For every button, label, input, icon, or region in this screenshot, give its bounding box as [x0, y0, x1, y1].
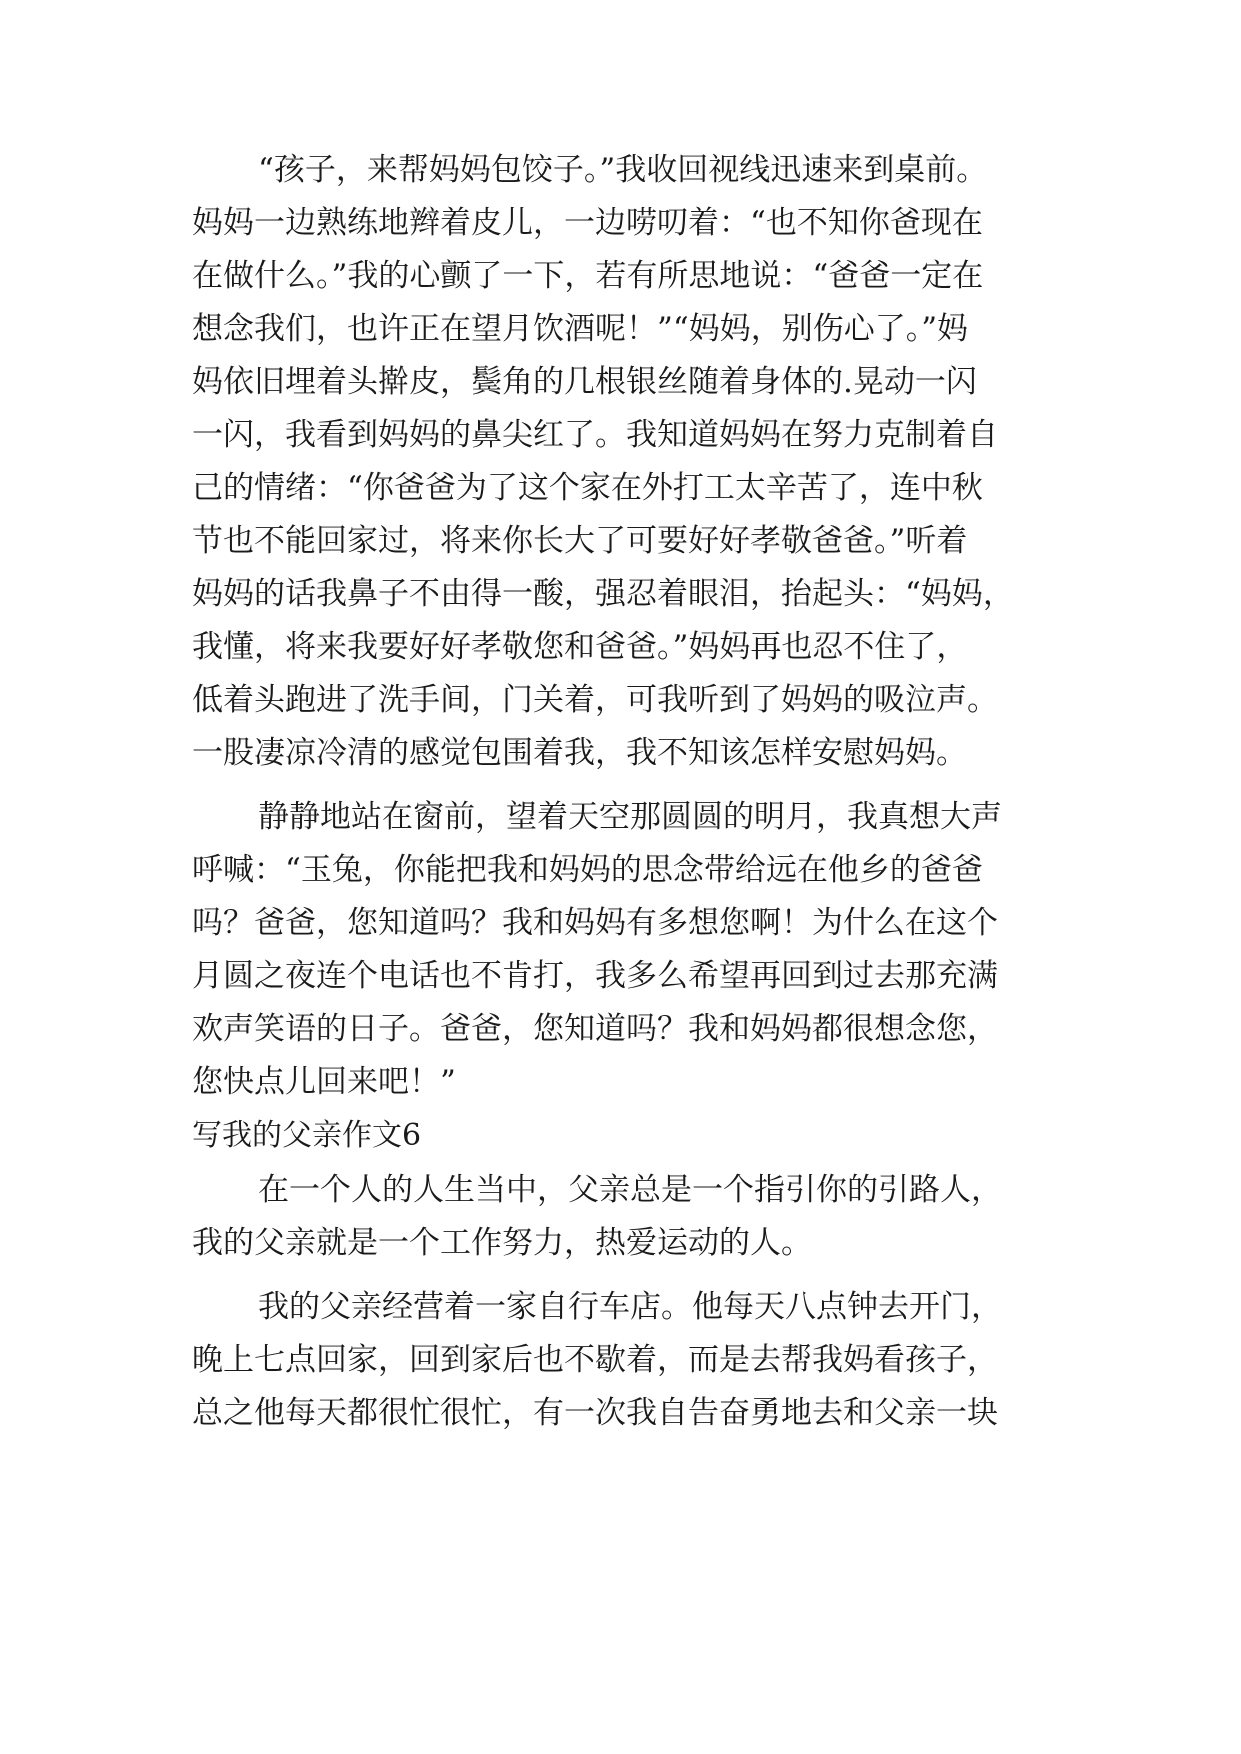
text-line: 在一个人的人生当中，父亲总是一个指引你的引路人， — [258, 1172, 1002, 1208]
text-line: 我懂，将来我要好好孝敬您和爸爸。”妈妈再也忍不住了， — [192, 629, 968, 665]
section-title: 写我的父亲作文6 — [192, 1118, 422, 1153]
text-line: 月圆之夜连个电话也不肯打，我多么希望再回到过去那充满 — [192, 958, 998, 994]
text-line: 总之他每天都很忙很忙，有一次我自告奋勇地去和父亲一块 — [192, 1395, 998, 1431]
text-line: 妈妈的话我鼻子不由得一酸，强忍着眼泪，抬起头：“妈妈， — [192, 576, 1014, 612]
text-line: 低着头跑进了洗手间，门关着，可我听到了妈妈的吸泣声。 — [192, 682, 998, 718]
text-line: 己的情绪：“你爸爸为了这个家在外打工太辛苦了，连中秋 — [192, 470, 983, 506]
text-line: 节也不能回家过，将来你长大了可要好好孝敬爸爸。”听着 — [192, 523, 968, 559]
text-line: 妈依旧埋着头擀皮，鬓角的几根银丝随着身体的.晃动一闪 — [192, 364, 977, 400]
text-line: 我的父亲就是一个工作努力，热爱运动的人。 — [192, 1225, 812, 1261]
text-line: 呼喊：“玉兔，你能把我和妈妈的思念带给远在他乡的爸爸 — [192, 852, 983, 888]
text-line: 静静地站在窗前，望着天空那圆圆的明月，我真想大声 — [258, 799, 1002, 835]
text-line: 您快点儿回来吧！” — [192, 1064, 456, 1100]
text-line: 我的父亲经营着一家自行车店。他每天八点钟去开门， — [258, 1289, 1002, 1325]
text-line: 想念我们，也许正在望月饮酒呢！”“妈妈，别伤心了。”妈 — [192, 311, 969, 347]
text-line: 在做什么。”我的心颤了一下，若有所思地说：“爸爸一定在 — [192, 258, 984, 294]
text-line: 欢声笑语的日子。爸爸，您知道吗？我和妈妈都很想念您， — [192, 1011, 998, 1047]
text-line: “孩子，来帮妈妈包饺子。”我收回视线迅速来到桌前。 — [258, 152, 988, 188]
text-line: 晚上七点回家，回到家后也不歇着，而是去帮我妈看孩子， — [192, 1342, 998, 1378]
text-line: 一闪，我看到妈妈的鼻尖红了。我知道妈妈在努力克制着自 — [192, 417, 998, 453]
text-line: 吗？爸爸，您知道吗？我和妈妈有多想您啊！为什么在这个 — [192, 905, 998, 941]
text-line: 妈妈一边熟练地辫着皮儿，一边唠叨着：“也不知你爸现在 — [192, 205, 983, 241]
text-line: 一股凄凉冷清的感觉包围着我，我不知该怎样安慰妈妈。 — [192, 735, 967, 771]
